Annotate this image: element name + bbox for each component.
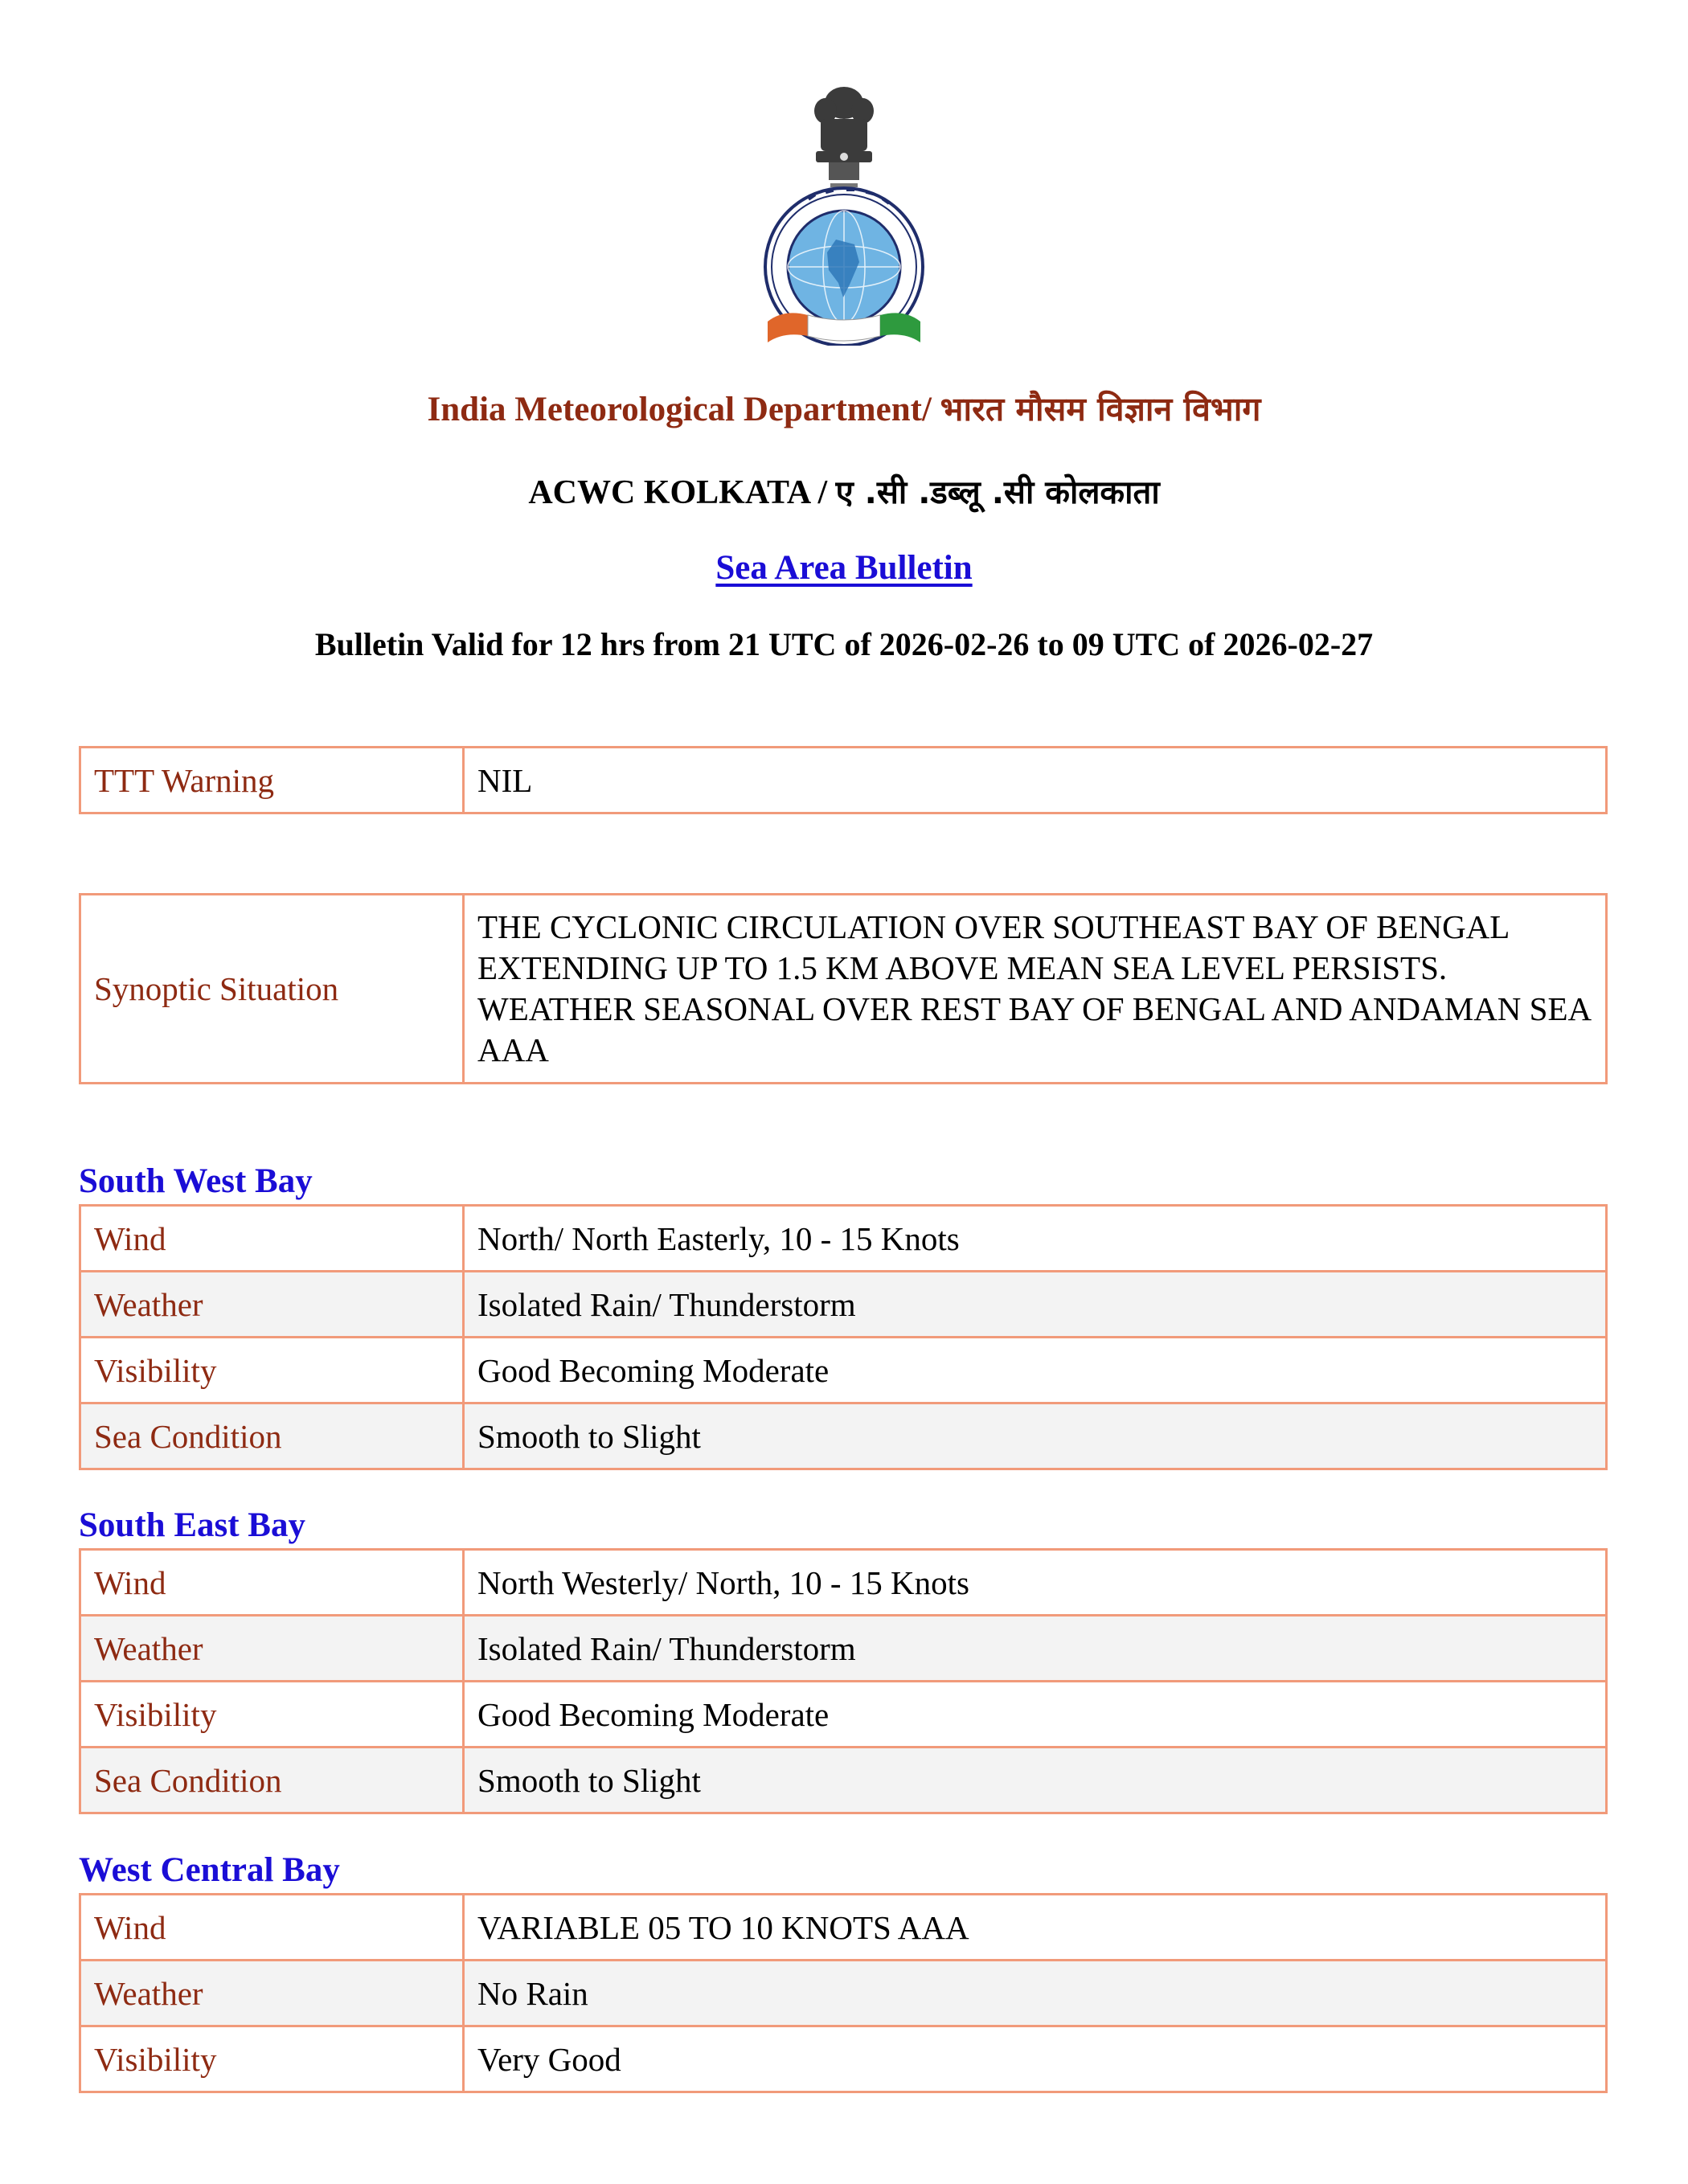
table-row xyxy=(80,895,1607,1084)
row-label: Wind xyxy=(80,1206,464,1272)
section-heading-south-east-bay: South East Bay xyxy=(79,1506,305,1544)
row-label: Weather xyxy=(80,1616,464,1682)
row-value: North Westerly/ North, 10 - 15 Knots xyxy=(464,1550,1607,1616)
org-name-english: India Meteorological Department/ xyxy=(427,391,940,428)
imd-logo xyxy=(760,80,928,346)
row-value: Smooth to Slight xyxy=(464,1403,1607,1469)
table-row xyxy=(80,1550,1607,1616)
table-row xyxy=(80,1272,1607,1338)
west-central-bay-table xyxy=(79,1893,1608,2093)
synoptic-situation-label: Synoptic Situation xyxy=(80,895,464,1084)
row-label: Wind xyxy=(80,1895,464,1961)
row-value: Isolated Rain/ Thunderstorm xyxy=(464,1272,1607,1338)
org-name-hindi: भारत मौसम विज्ञान विभाग xyxy=(940,390,1261,428)
table-row xyxy=(80,1616,1607,1682)
table-row xyxy=(80,1895,1607,1961)
synoptic-situation-value: THE CYCLONIC CIRCULATION OVER SOUTHEAST BAY OF BENGAL EXTENDING UP TO 1.5 KM ABOVE MEAN SEA LEVEL PERSISTS. WEATHER SEASONAL OVER REST BAY OF BENGAL AND ANDAMAN SEA AAA xyxy=(464,895,1607,1084)
table-row xyxy=(80,1682,1607,1748)
row-value: Isolated Rain/ Thunderstorm xyxy=(464,1616,1607,1682)
table-row xyxy=(80,1403,1607,1469)
row-label: Weather xyxy=(80,1961,464,2026)
row-label: Visibility xyxy=(80,1338,464,1403)
bulletin-title-link[interactable]: Sea Area Bulletin xyxy=(715,549,973,587)
row-value: Good Becoming Moderate xyxy=(464,1338,1607,1403)
section-heading-west-central-bay: West Central Bay xyxy=(79,1851,340,1889)
south-west-bay-table xyxy=(79,1204,1608,1470)
ttt-warning-label: TTT Warning xyxy=(80,748,464,813)
center-name-hindi: ए .सी .डब्लू .सी कोलकाता xyxy=(835,474,1160,511)
table-row xyxy=(80,1338,1607,1403)
organization-title xyxy=(0,386,1688,431)
ttt-warning-value: NIL xyxy=(464,748,1607,813)
ttt-warning-table xyxy=(79,746,1608,814)
row-label: Weather xyxy=(80,1272,464,1338)
table-row xyxy=(80,1206,1607,1272)
national-emblem-icon xyxy=(814,87,874,187)
bulletin-validity: Bulletin Valid for 12 hrs from 21 UTC of 2026-02-26 to 09 UTC of 2026-02-27 xyxy=(314,626,1374,662)
row-value: Very Good xyxy=(464,2026,1607,2092)
center-name-english: ACWC KOLKATA / xyxy=(528,474,836,511)
row-value: Good Becoming Moderate xyxy=(464,1682,1607,1748)
south-east-bay-table xyxy=(79,1548,1608,1814)
section-heading-south-west-bay: South West Bay xyxy=(79,1162,313,1200)
synoptic-situation-table xyxy=(79,893,1608,1084)
row-label: Sea Condition xyxy=(80,1748,464,1813)
table-row xyxy=(80,2026,1607,2092)
row-value: North/ North Easterly, 10 - 15 Knots xyxy=(464,1206,1607,1272)
row-label: Visibility xyxy=(80,1682,464,1748)
row-value: Smooth to Slight xyxy=(464,1748,1607,1813)
row-value: No Rain xyxy=(464,1961,1607,2026)
row-value: VARIABLE 05 TO 10 KNOTS AAA xyxy=(464,1895,1607,1961)
center-title xyxy=(0,469,1688,513)
row-label: Sea Condition xyxy=(80,1403,464,1469)
row-label: Visibility xyxy=(80,2026,464,2092)
table-row xyxy=(80,748,1607,813)
table-row xyxy=(80,1961,1607,2026)
table-row xyxy=(80,1748,1607,1813)
row-label: Wind xyxy=(80,1550,464,1616)
